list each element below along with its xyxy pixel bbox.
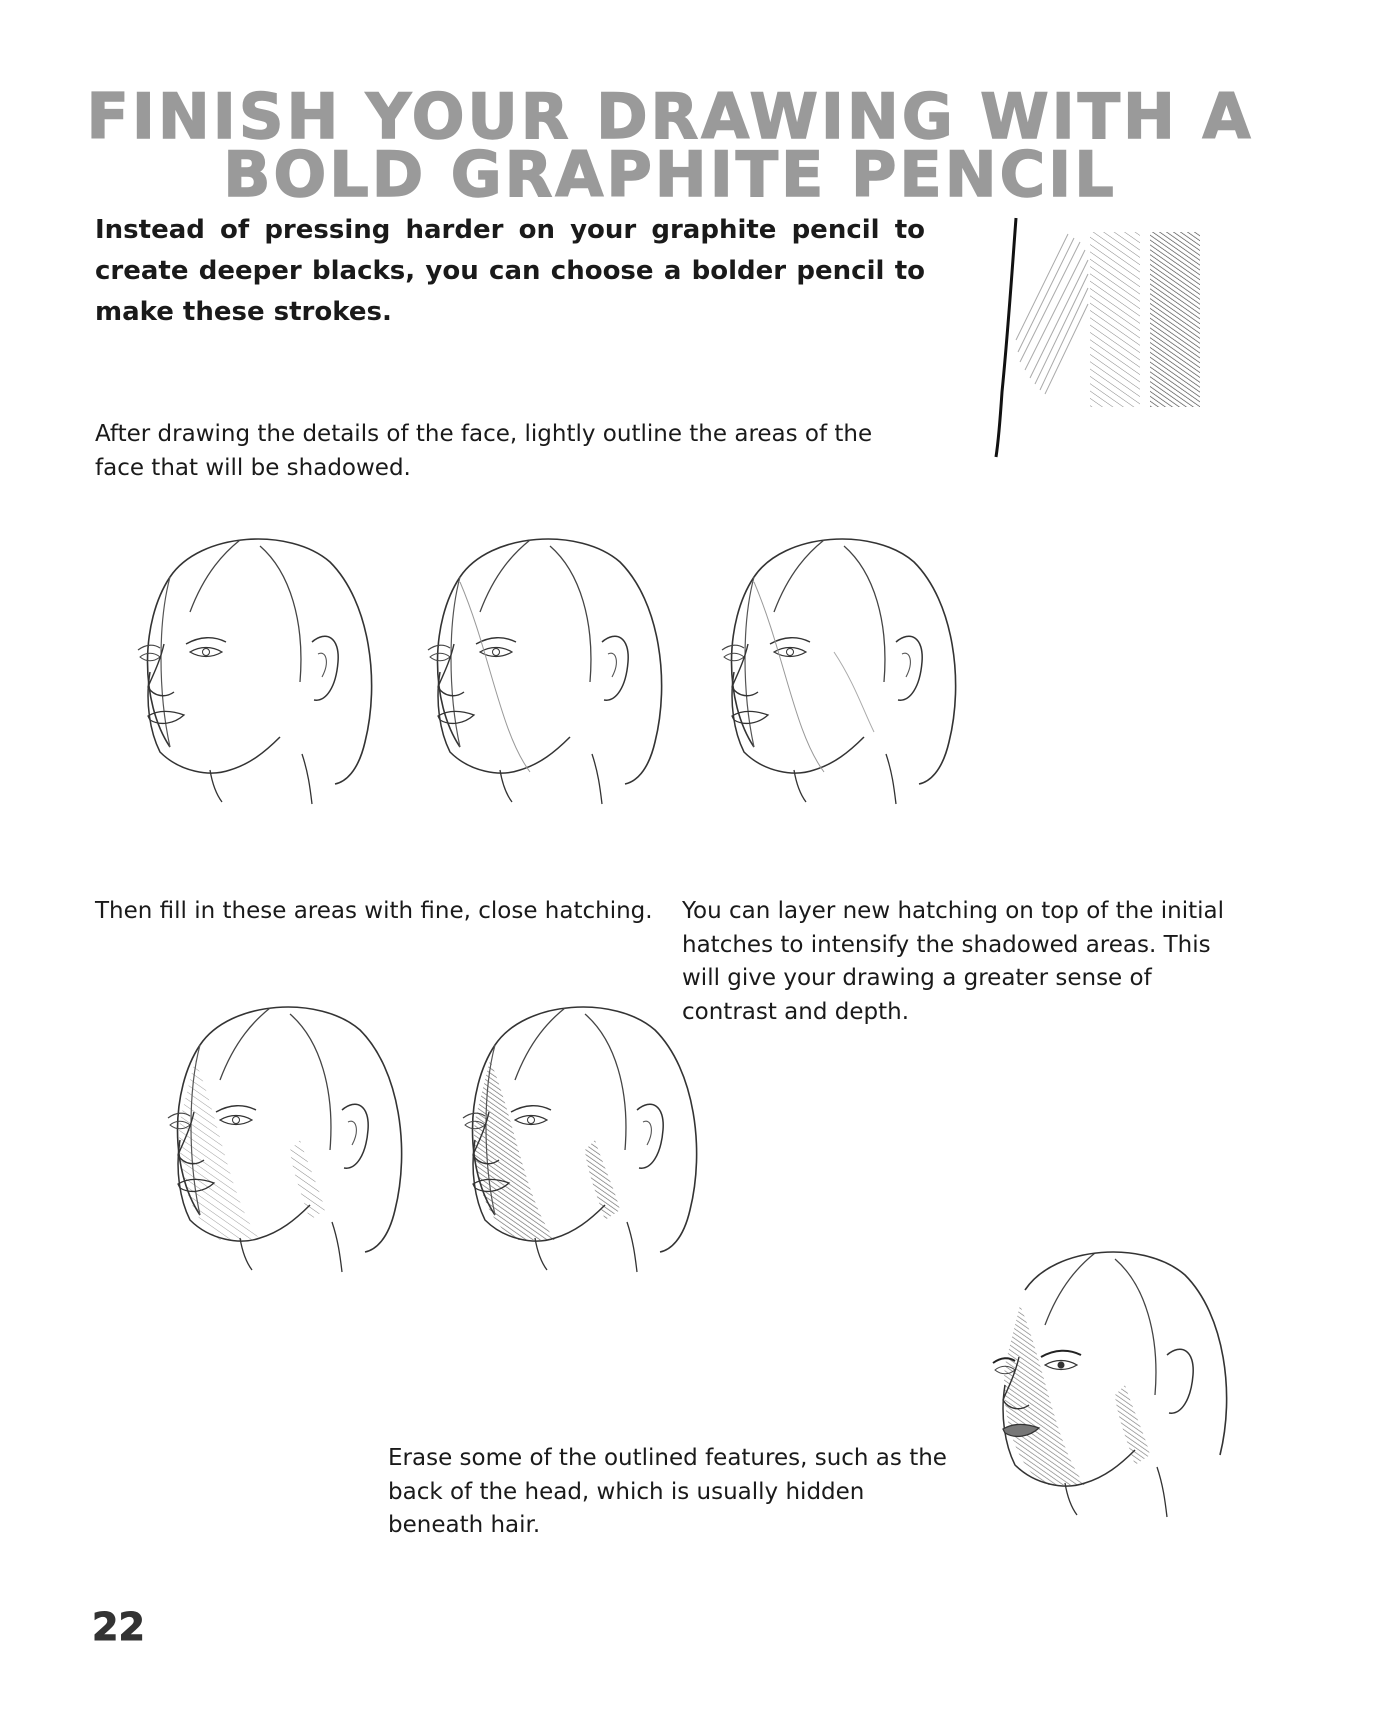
title-line-1: FINISH YOUR DRAWING WITH A [86, 80, 1254, 153]
face-outline-3 [714, 532, 974, 822]
step-erase-text: Erase some of the outlined features, such as the back of the head, which is usually hidden beneath hair. [388, 1445, 947, 1538]
pencil-stroke-samples [970, 212, 1220, 462]
page-number: 22 [92, 1605, 145, 1649]
step-layer-text: You can layer new hatching on top of the initial hatches to intensify the shadowed areas. This will give your drawing a greater sense of contrast and depth. [682, 898, 1224, 1025]
intro-paragraph: Instead of pressing harder on your graphite pencil to create deeper blacks, you can choose a bolder pencil to make these strokes. [95, 215, 925, 327]
face-final [985, 1245, 1245, 1535]
face-hatched [160, 1000, 420, 1290]
face-outline-2 [420, 532, 680, 822]
face-outline-1 [130, 532, 390, 822]
step-hatching-text: Then fill in these areas with fine, close hatching. [95, 898, 653, 924]
step-outline-text: After drawing the details of the face, lightly outline the areas of the face that will be shadowed. [95, 421, 873, 481]
page-title [0, 80, 1340, 211]
title-line-2: BOLD GRAPHITE PENCIL [223, 138, 1117, 211]
face-layered [455, 1000, 715, 1290]
